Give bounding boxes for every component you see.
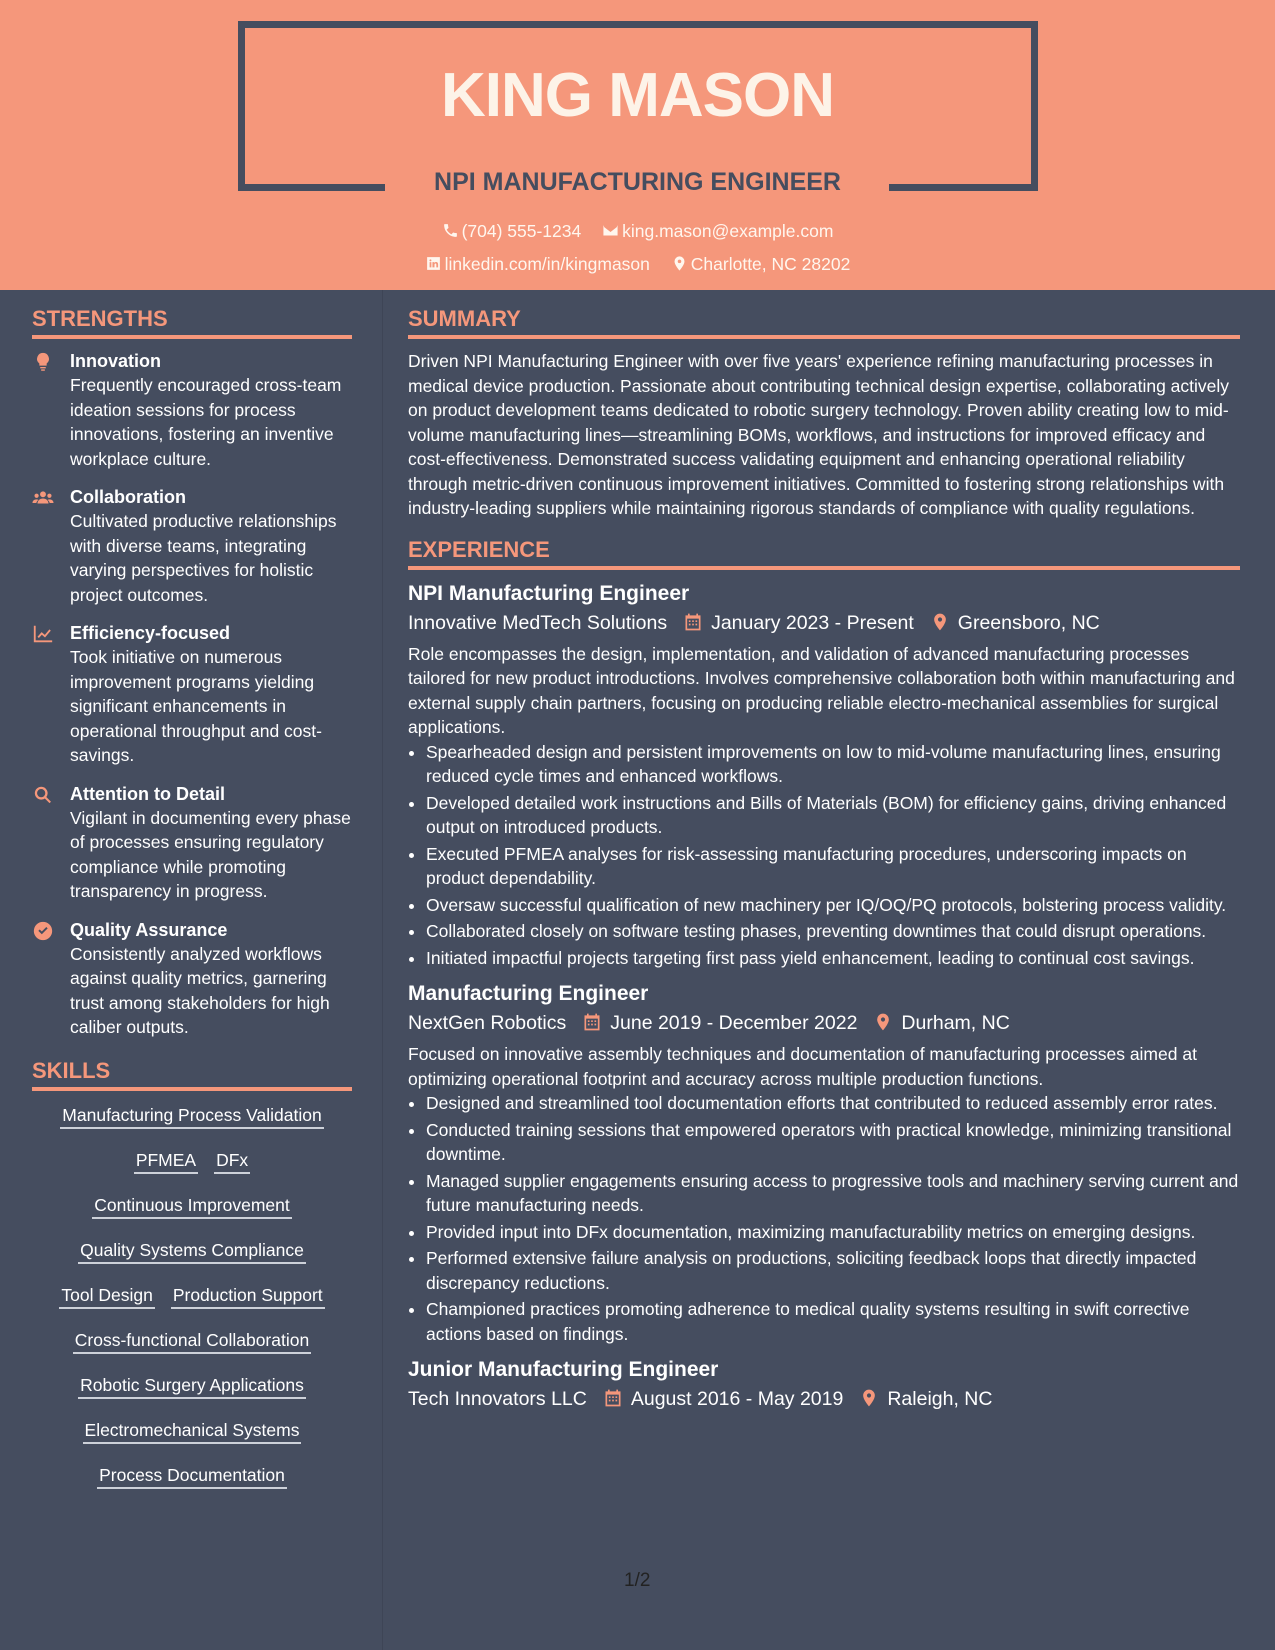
bullet-item: • Performed extensive failure analysis on productions, soliciting feedback loops that directly impacted discrepancy reductions. [426,1246,1240,1295]
job-description: Role encompasses the design, implementation, and validation of advanced manufacturing processes tailored for new product introductions. Involves comprehensive collaboration both within manufacturing and external supply chain partners, focusing on producing reliable electro-mechanical assemblies for surgical applications. [408,643,1235,737]
strength-desc: Frequently encouraged cross-team ideation sessions for process innovations, fostering an inventive workplace culture. [70,375,342,469]
strength-desc: Vigilant in documenting every phase of processes ensuring regulatory compliance while promoting transparency in progress. [70,807,351,901]
right-column [408,290,1240,1424]
calendar-icon [683,612,703,632]
chart-line-icon [32,623,54,645]
job-bullets [408,1091,1240,1346]
skill-row [32,1328,352,1354]
contact-row-1 [0,221,1275,242]
header-banner [0,0,1275,290]
company-name: Tech Innovators LLC [408,1388,587,1410]
strength-name: Innovation [70,351,161,371]
skill-tag: Process Documentation [97,1463,287,1489]
phone-contact[interactable] [442,221,582,242]
map-pin-icon [671,255,688,272]
skill-tag: PFMEA [134,1148,198,1174]
company-name: Innovative MedTech Solutions [408,611,668,634]
phone-text: (704) 555-1234 [461,221,582,241]
location-text: Charlotte, NC 28202 [690,254,851,274]
bullet-item: • Designed and streamlined tool documentation efforts that contributed to reduced assembly error rates. [426,1091,1240,1116]
users-icon [32,487,54,509]
job-dates [582,1012,857,1034]
job-description: Focused on innovative assembly techniques and documentation of manufacturing processes aimed at optimizing operational footprint and accuracy across multiple production functions. [408,1044,1197,1089]
calendar-icon [603,1388,623,1408]
strength-name: Quality Assurance [70,919,228,940]
job-title: Junior Manufacturing Engineer [408,1358,719,1381]
job-meta [408,1008,1240,1038]
linkedin-contact[interactable] [425,254,650,275]
job-title: NPI Manufacturing Engineer [408,581,690,605]
job-bullets [408,740,1240,971]
strength-name: Efficiency-focused [70,623,231,643]
bullet-item: • Initiated impactful projects targeting first pass yield enhancement, leading to continual cost savings. [426,946,1240,971]
strength-desc: Cultivated productive relationships with diverse teams, integrating varying perspectives for holistic project outcomes. [70,511,337,605]
left-column [32,290,352,1508]
job-entry [408,1356,1240,1414]
candidate-name: KING MASON [441,61,834,130]
job-title: Manufacturing Engineer [408,982,649,1005]
skill-tag: Continuous Improvement [92,1193,292,1219]
skills-list [32,1101,352,1489]
company-name: NextGen Robotics [408,1012,567,1034]
skill-tag: Production Support [171,1283,325,1309]
lightbulb-icon [32,351,54,373]
strength-item [32,621,352,768]
bullet-item: • Managed supplier engagements ensuring access to progressive tools and machinery serving current and future manufacturing needs. [426,1169,1240,1218]
job-location [873,1012,1009,1034]
phone-icon [442,222,459,239]
strength-item [32,349,352,471]
column-divider [382,290,383,1650]
skill-tag: Quality Systems Compliance [78,1238,306,1264]
strengths-heading: STRENGTHS [32,306,352,339]
strength-item [32,782,352,904]
calendar-icon [582,1012,602,1032]
skills-heading: SKILLS [32,1058,352,1091]
map-pin-icon [873,1012,893,1032]
strength-desc: Took initiative on numerous improvement programs yielding significant enhancements in operational throughput and cost-savings. [70,647,322,765]
summary-heading: SUMMARY [408,306,1240,339]
skill-tag: Cross-functional Collaboration [73,1328,311,1354]
linkedin-icon [425,255,442,272]
map-pin-icon [859,1388,879,1408]
contact-row-2 [0,254,1275,275]
search-icon [32,784,54,806]
page-number: 1/2 [624,1570,651,1591]
experience-heading: EXPERIENCE [408,537,1240,570]
job-entry [408,580,1240,971]
envelope-icon [602,222,619,239]
skill-row [32,1283,352,1309]
experience-list [408,580,1240,1415]
location-text: Greensboro, NC [957,611,1100,634]
bullet-item: • Developed detailed work instructions and Bills of Materials (BOM) for efficiency gains, driving enhanced output on introduced products. [426,791,1240,840]
email-text: king.mason@example.com [622,221,834,241]
skill-tag: Tool Design [59,1283,154,1309]
strength-item [32,485,352,607]
skill-row [32,1418,352,1444]
job-dates [683,612,914,634]
bullet-item: • Oversaw successful qualification of new machinery per IQ/OQ/PQ protocols, bolstering process validity. [426,893,1240,918]
skill-row [32,1193,352,1219]
title-frame [238,21,1038,28]
dates-text: January 2023 - Present [711,611,914,634]
skill-tag: Electromechanical Systems [83,1418,302,1444]
job-title-header: NPI MANUFACTURING ENGINEER [434,168,841,196]
strengths-list [32,349,352,1040]
strength-item [32,918,352,1040]
skill-tag: Robotic Surgery Applications [78,1373,306,1399]
bullet-item: • Spearheaded design and persistent improvements on low to mid-volume manufacturing lines, ensuring reduced cycle times and enhanced workflows. [426,740,1240,789]
skill-row [32,1238,352,1264]
bullet-item: • Collaborated closely on software testing phases, preventing downtimes that could disrupt operations. [426,919,1240,944]
job-location [930,612,1100,634]
linkedin-text: linkedin.com/in/kingmason [444,254,650,274]
skill-row [32,1463,352,1489]
job-meta [408,1384,1240,1414]
job-entry [408,980,1240,1346]
location-contact [671,254,851,275]
map-pin-icon [930,612,950,632]
strength-name: Attention to Detail [70,783,225,804]
dates-text: August 2016 - May 2019 [630,1388,844,1410]
skill-tag: Manufacturing Process Validation [60,1103,323,1129]
bullet-item: • Executed PFMEA analyses for risk-assessing manufacturing procedures, underscoring impacts on product dependability. [426,842,1240,891]
skill-tag: DFx [214,1148,250,1174]
job-dates [603,1388,843,1410]
bullet-item: • Provided input into DFx documentation, maximizing manufacturability metrics on emerging designs. [426,1220,1240,1245]
email-contact[interactable] [602,221,833,242]
bullet-item: • Championed practices promoting adherence to medical quality systems resulting in swift corrective actions based on findings. [426,1297,1240,1346]
dates-text: June 2019 - December 2022 [610,1012,858,1034]
skill-row [32,1373,352,1399]
strength-name: Collaboration [70,487,186,507]
job-location [859,1388,992,1410]
skill-row [32,1148,352,1174]
bullet-item: • Conducted training sessions that empowered operators with practical knowledge, minimizing transitional downtime. [426,1118,1240,1167]
summary-text: Driven NPI Manufacturing Engineer with over five years' experience refining manufacturing processes in medical device production. Passionate about contributing technical design expertise, collaborating actively on product development teams dedicated to robotic surgery technology. Proven ability creating low to mid-volume manufacturing lines—streamlining BOMs, workflows, and instructions for improved efficacy and cost-effectiveness. Demonstrated success validating equipment and enhancing operational reliability through metric-driven continuous improvement initiatives. Committed to fostering strong relationships with industry-leading suppliers while maintaining rigorous standards of compliance with quality regulations. [408,351,1230,518]
check-circle-icon [32,920,54,942]
location-text: Raleigh, NC [887,1388,993,1410]
location-text: Durham, NC [901,1012,1010,1034]
strength-desc: Consistently analyzed workflows against quality metrics, garnering trust among stakeholders for high caliber outputs. [70,943,330,1037]
skill-row [32,1103,352,1129]
job-meta [408,608,1240,638]
